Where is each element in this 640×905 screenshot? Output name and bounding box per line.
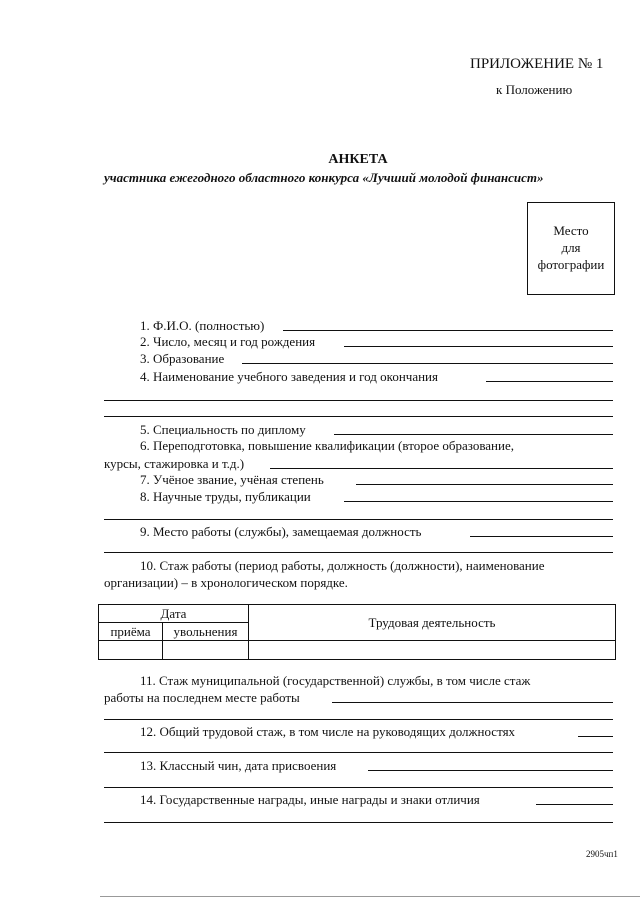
field-12-line-2[interactable] bbox=[104, 752, 613, 753]
field-8-line-2[interactable] bbox=[104, 519, 613, 520]
table-header-dismissal: увольнения bbox=[163, 623, 249, 641]
field-14-line-2[interactable] bbox=[104, 822, 613, 823]
field-4-line-3[interactable] bbox=[104, 416, 613, 417]
field-14-label: 14. Государственные награды, иные награды и знаки отличия bbox=[140, 792, 480, 807]
table-cell-activity[interactable] bbox=[249, 641, 616, 660]
photo-label-1: Место bbox=[553, 223, 589, 238]
table-cell-hire[interactable] bbox=[99, 641, 163, 660]
field-1-label: 1. Ф.И.О. (полностью) bbox=[140, 318, 265, 333]
field-8-label: 8. Научные труды, публикации bbox=[140, 489, 311, 504]
field-9-line-2[interactable] bbox=[104, 552, 613, 553]
field-12-label: 12. Общий трудовой стаж, в том числе на руководящих должностях bbox=[140, 724, 516, 739]
appendix-label: ПРИЛОЖЕНИЕ № 1 bbox=[470, 56, 604, 72]
footer-divider bbox=[100, 896, 640, 897]
field-3-line[interactable] bbox=[242, 363, 613, 364]
photo-label-3: фотографии bbox=[537, 257, 605, 272]
form-title: АНКЕТА bbox=[328, 152, 388, 167]
table-row bbox=[99, 641, 616, 660]
field-11-line[interactable] bbox=[332, 702, 613, 703]
table-header-activity: Трудовая деятельность bbox=[249, 605, 616, 641]
field-11-label: 11. Стаж муниципальной (государственной) службы, в том числе стаж bbox=[140, 673, 531, 688]
document-stamp: 2905чп1 bbox=[586, 849, 618, 859]
field-13-line-2[interactable] bbox=[104, 787, 613, 788]
field-8-line[interactable] bbox=[344, 501, 613, 502]
field-1-line[interactable] bbox=[283, 330, 613, 331]
field-10-label-cont: организации) – в хронологическом порядке. bbox=[104, 575, 348, 590]
field-5-label: 5. Специальность по диплому bbox=[140, 422, 306, 437]
field-2-label: 2. Число, месяц и год рождения bbox=[140, 334, 316, 349]
photo-placeholder bbox=[527, 202, 615, 295]
table-cell-dismissal[interactable] bbox=[163, 641, 249, 660]
work-history-table bbox=[98, 604, 616, 660]
field-11-label-cont: работы на последнем месте работы bbox=[104, 690, 300, 705]
field-12-line[interactable] bbox=[578, 736, 613, 737]
field-4-line-2[interactable] bbox=[104, 400, 613, 401]
table-header-hire: приёма bbox=[99, 623, 163, 641]
table-header-date: Дата bbox=[99, 605, 249, 623]
regulation-label: к Положению bbox=[496, 82, 573, 97]
field-11-line-2[interactable] bbox=[104, 719, 613, 720]
field-9-line[interactable] bbox=[470, 536, 613, 537]
field-9-label: 9. Место работы (службы), замещаемая должность bbox=[140, 524, 422, 539]
field-7-label: 7. Учёное звание, учёная степень bbox=[140, 472, 324, 487]
field-4-line[interactable] bbox=[486, 381, 613, 382]
field-13-line[interactable] bbox=[368, 770, 613, 771]
field-6-label-cont: курсы, стажировка и т.д.) bbox=[104, 456, 245, 471]
photo-label-2: для bbox=[561, 240, 581, 255]
field-13-label: 13. Классный чин, дата присвоения bbox=[140, 758, 337, 773]
field-14-line[interactable] bbox=[536, 804, 613, 805]
field-5-line[interactable] bbox=[334, 434, 613, 435]
field-6-label: 6. Переподготовка, повышение квалификации (второе образование, bbox=[140, 438, 514, 453]
field-3-label: 3. Образование bbox=[140, 351, 225, 366]
field-10-label: 10. Стаж работы (период работы, должность (должности), наименование bbox=[140, 558, 545, 573]
field-2-line[interactable] bbox=[344, 346, 613, 347]
form-subtitle: участника ежегодного областного конкурса «Лучший молодой финансист» bbox=[104, 170, 544, 185]
field-7-line[interactable] bbox=[356, 484, 613, 485]
field-6-line[interactable] bbox=[270, 468, 613, 469]
field-4-label: 4. Наименование учебного заведения и год окончания bbox=[140, 369, 438, 384]
